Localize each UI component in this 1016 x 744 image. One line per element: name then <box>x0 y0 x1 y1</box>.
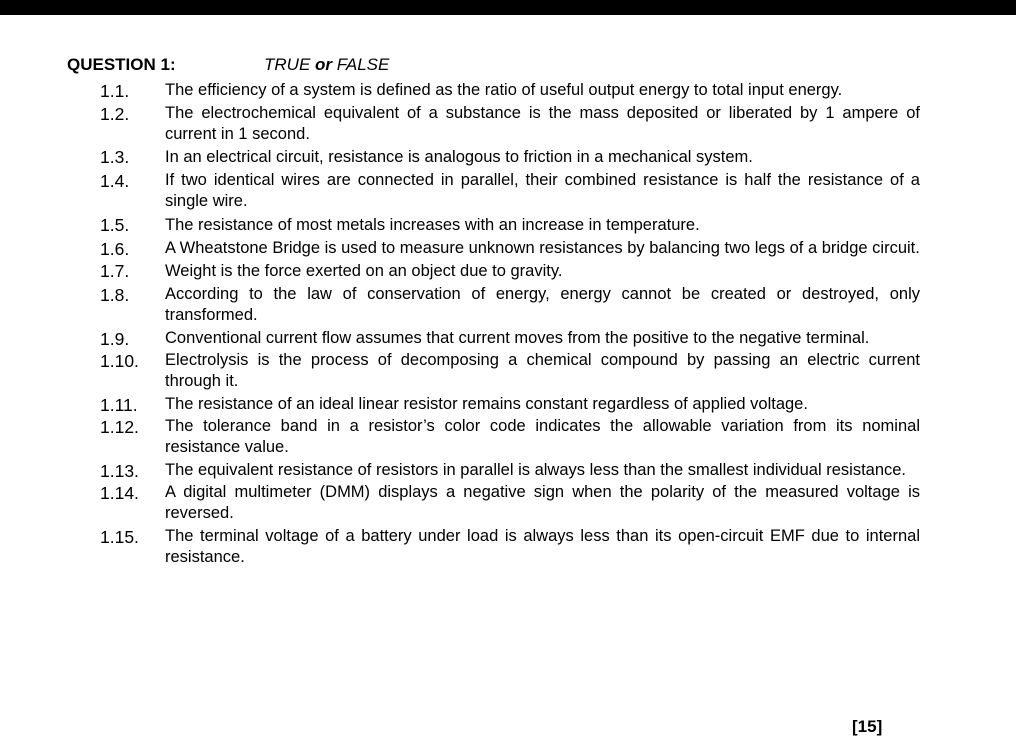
statement-number: 1.11. <box>100 394 138 415</box>
statement-number: 1.5. <box>100 214 130 235</box>
instruction-or: or <box>315 55 333 74</box>
statement-number: 1.8. <box>100 285 130 305</box>
statement-item <box>100 284 920 326</box>
statement-item <box>100 526 920 568</box>
statement-number: 1.7. <box>100 261 130 281</box>
statement-item <box>100 416 920 458</box>
statement-number: 1.13. <box>100 460 139 481</box>
statement-item <box>100 482 920 524</box>
statement-item <box>100 328 920 349</box>
statement-text: Conventional current flow assumes that current moves from the positive to the negative terminal. <box>165 328 870 347</box>
statement-number: 1.12. <box>100 417 139 437</box>
question-instruction <box>264 55 389 75</box>
total-marks: [15] <box>852 717 883 736</box>
question-heading <box>67 55 390 75</box>
statement-item <box>100 394 920 415</box>
statement-number: 1.6. <box>100 238 130 259</box>
statement-item <box>100 80 920 101</box>
statement-text: The efficiency of a system is defined as the ratio of useful output energy to total input energy. <box>165 81 843 99</box>
statement-text: A Wheatstone Bridge is used to measure unknown resistances by balancing two legs of a bridge circuit. <box>165 238 920 257</box>
instruction-false: FALSE <box>336 55 390 74</box>
statement-number: 1.2. <box>100 103 130 124</box>
statement-number: 1.9. <box>100 328 130 349</box>
statement-list <box>100 80 920 569</box>
statement-text: The electrochemical equivalent of a substance is the mass deposited or liberated by 1 ampere of current in 1 second. <box>165 103 920 143</box>
statement-item <box>100 170 920 212</box>
statement-item <box>100 214 920 237</box>
instruction-true: TRUE <box>264 55 311 74</box>
statement-item <box>100 460 920 481</box>
statement-number: 1.15. <box>100 526 139 547</box>
question-label: QUESTION 1: <box>67 55 176 74</box>
statement-item <box>100 260 920 283</box>
statement-number: 1.1. <box>100 81 130 101</box>
statement-number: 1.4. <box>100 171 130 191</box>
statement-item <box>100 103 920 145</box>
statement-text: The tolerance band in a resistor’s color code indicates the allowable variation from its nominal resistance value. <box>165 417 920 456</box>
statement-item <box>100 350 920 392</box>
statement-text: A digital multimeter (DMM) displays a negative sign when the polarity of the measured voltage is reversed. <box>165 483 920 522</box>
statement-text: According to the law of conservation of energy, energy cannot be created or destroyed, only transformed. <box>165 285 920 324</box>
statement-number: 1.14. <box>100 483 139 503</box>
statement-number: 1.3. <box>100 147 130 167</box>
statement-text: Weight is the force exerted on an object due to gravity. <box>165 262 563 280</box>
statement-text: If two identical wires are connected in parallel, their combined resistance is half the resistance of a single wire. <box>165 171 920 210</box>
statement-text: In an electrical circuit, resistance is analogous to friction in a mechanical system. <box>165 148 753 166</box>
top-black-bar <box>0 0 1016 15</box>
statement-text: The equivalent resistance of resistors in parallel is always less than the smallest individual resistance. <box>165 460 907 479</box>
statement-item <box>100 238 920 259</box>
statement-number: 1.10. <box>100 351 139 371</box>
statement-text: Electrolysis is the process of decomposing a chemical compound by passing an electric current through it. <box>165 351 920 390</box>
statement-item <box>100 146 920 169</box>
statement-text: The resistance of an ideal linear resistor remains constant regardless of applied voltage. <box>165 394 808 413</box>
statement-text: The resistance of most metals increases with an increase in temperature. <box>165 215 700 234</box>
statement-text: The terminal voltage of a battery under load is always less than its open-circuit EMF due to internal resistance. <box>165 526 920 566</box>
